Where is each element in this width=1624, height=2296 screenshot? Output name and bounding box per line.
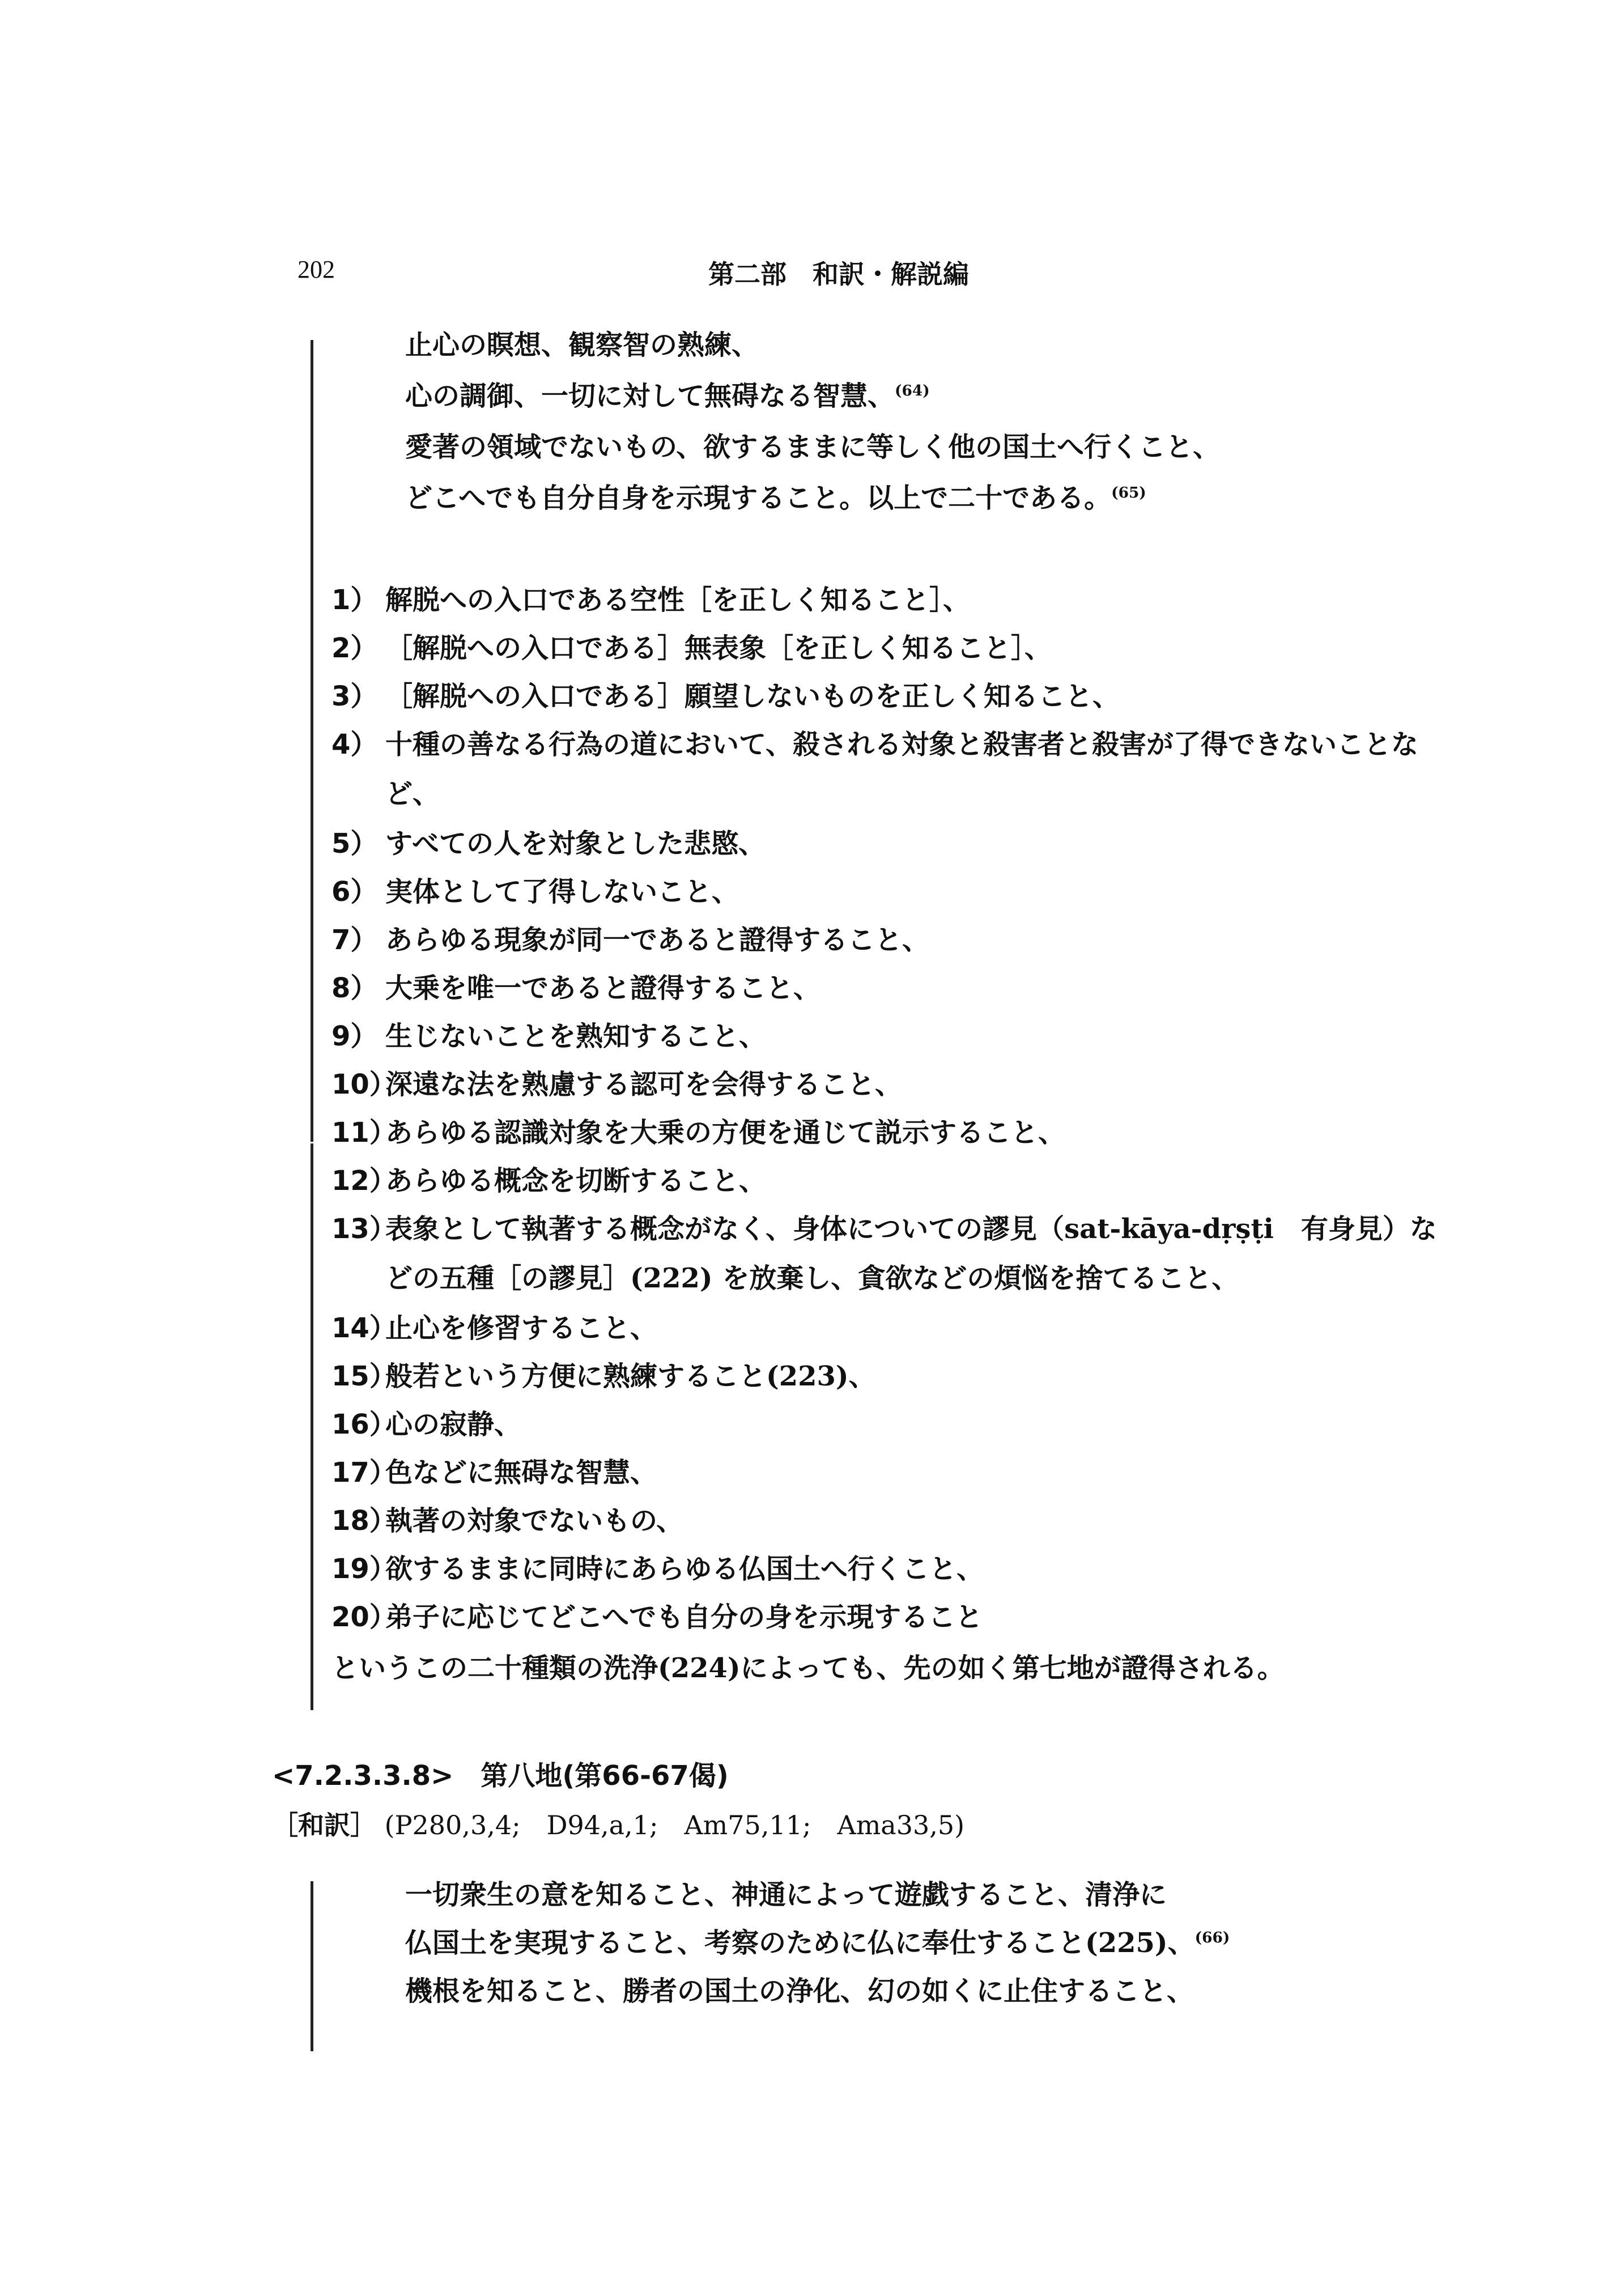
verse-text: 愛著の領域でないもの、欲するままに等しく他の国土へ行くこと、 bbox=[405, 431, 1221, 463]
list-item bbox=[331, 1499, 683, 1538]
conclusion-line: というこの二十種類の洗浄(224)によっても、先の如く第七地が證得される。 bbox=[331, 1652, 1285, 1684]
item-number: 15） bbox=[331, 1360, 397, 1392]
item-number: 13） bbox=[331, 1213, 397, 1245]
list-item bbox=[331, 1306, 657, 1345]
list-item bbox=[331, 870, 739, 909]
verse-line bbox=[405, 374, 930, 413]
verse-text: 心の調御、一切に対して無碍なる智慧、 bbox=[405, 380, 895, 412]
item-number: 10） bbox=[331, 1069, 397, 1100]
item-text: 実体として了得しないこと、 bbox=[385, 876, 739, 908]
verse-text: どこへでも自分自身を示現すること。以上で二十である。 bbox=[405, 482, 1112, 514]
reference-line bbox=[272, 1805, 964, 1842]
verse-bar-top bbox=[311, 340, 313, 1142]
reference-list: (P280,3,4; D94,a,1; Am75,11; Ama33,5) bbox=[384, 1810, 965, 1840]
page-number: 202 bbox=[297, 256, 335, 283]
item-number: 16） bbox=[331, 1409, 397, 1440]
list-item bbox=[331, 918, 929, 957]
list-item bbox=[331, 1062, 902, 1102]
item-text: 心の寂静、 bbox=[385, 1409, 522, 1440]
item-text: 解脱への入口である空性［を正しく知ること］、 bbox=[385, 584, 971, 616]
list-item bbox=[331, 1111, 1065, 1150]
item-text: 生じないことを熟知すること、 bbox=[385, 1021, 767, 1052]
verse-bar-mid bbox=[311, 1143, 313, 1710]
list-item bbox=[331, 966, 820, 1005]
item-text: あらゆる現象が同一であると證得すること、 bbox=[385, 924, 930, 956]
item-number: 8） bbox=[331, 972, 378, 1004]
item-number: 20） bbox=[331, 1601, 397, 1633]
item-number: 18） bbox=[331, 1505, 397, 1537]
verse-line bbox=[405, 476, 1146, 515]
item-number: 1） bbox=[331, 584, 378, 616]
item-text: あらゆる認識対象を大乗の方便を通じて説示すること、 bbox=[385, 1117, 1066, 1149]
translation-tag: ［和訳］ bbox=[272, 1810, 376, 1840]
item-text: 深遠な法を熟慮する認可を会得すること、 bbox=[385, 1069, 903, 1100]
item-text: あらゆる概念を切断すること、 bbox=[385, 1165, 767, 1197]
verse-line bbox=[405, 1873, 1167, 1912]
list-item bbox=[331, 1451, 657, 1490]
item-text: ［解脱への入口である］願望しないものを正しく知ること、 bbox=[385, 681, 1120, 712]
item-text: ［解脱への入口である］無表象［を正しく知ること］、 bbox=[385, 632, 1052, 664]
item-continuation: ど、 bbox=[385, 778, 440, 810]
item-text: 色などに無碍な智慧、 bbox=[385, 1457, 658, 1489]
item-text: 十種の善なる行為の道において、殺される対象と殺害者と殺害が了得できないことな bbox=[385, 729, 1419, 760]
item-number: 7） bbox=[331, 924, 378, 956]
item-text: すべての人を対象とした悲愍、 bbox=[385, 828, 766, 860]
item-number: 11） bbox=[331, 1117, 397, 1149]
verse-note: (66) bbox=[1194, 1929, 1230, 1946]
item-number: 6） bbox=[331, 876, 378, 908]
verse-line bbox=[405, 323, 759, 362]
item-number: 4） bbox=[331, 729, 378, 760]
item-number: 5） bbox=[331, 828, 378, 860]
item-text: 表象として執著する概念がなく、身体についての謬見（sat-kāya-dṛṣṭi 有身見）な bbox=[385, 1213, 1437, 1245]
list-item bbox=[331, 1014, 766, 1053]
verse-text: 機根を知ること、勝者の国土の浄化、幻の如くに止住すること、 bbox=[405, 1975, 1194, 2007]
list-item bbox=[331, 1595, 983, 1634]
list-item bbox=[331, 578, 970, 617]
item-number: 14） bbox=[331, 1312, 397, 1344]
item-text: 般若という方便に熟練すること(223)、 bbox=[385, 1360, 876, 1392]
verse-text: 一切衆生の意を知ること、神通によって遊戯すること、清浄に bbox=[405, 1879, 1167, 1911]
verse-line bbox=[405, 425, 1220, 464]
item-text: 欲するままに同時にあらゆる仏国土へ行くこと、 bbox=[385, 1553, 984, 1585]
list-item bbox=[331, 822, 766, 861]
item-text: 大乗を唯一であると證得すること、 bbox=[385, 972, 821, 1004]
list-item bbox=[331, 674, 1120, 713]
list-item bbox=[331, 1547, 984, 1586]
verse-text: 仏国土を実現すること、考察のために仏に奉仕すること(225)、 bbox=[405, 1927, 1195, 1959]
item-text: 止心を修習すること、 bbox=[385, 1312, 658, 1344]
verse-note: (64) bbox=[895, 382, 930, 399]
item-continuation: どの五種［の謬見］(222) を放棄し、貪欲などの煩悩を捨てること、 bbox=[385, 1262, 1239, 1294]
list-item bbox=[331, 1402, 521, 1442]
list-item bbox=[331, 1207, 1437, 1246]
verse-bar-bottom bbox=[311, 1881, 313, 2051]
verse-note: (65) bbox=[1111, 484, 1146, 501]
list-item bbox=[331, 626, 1052, 665]
verse-line bbox=[405, 1921, 1230, 1960]
running-header: 第二部 和訳・解説編 bbox=[708, 259, 969, 290]
item-text: 弟子に応じてどこへでも自分の身を示現すること bbox=[385, 1601, 983, 1633]
item-number: 19） bbox=[331, 1553, 397, 1585]
list-item bbox=[331, 1159, 766, 1198]
section-heading: <7.2.3.3.8> 第八地(第66-67偈) bbox=[272, 1760, 729, 1792]
verse-line bbox=[405, 1969, 1194, 2008]
item-number: 17） bbox=[331, 1457, 397, 1489]
item-text: 執著の対象でないもの、 bbox=[385, 1505, 684, 1537]
list-item bbox=[331, 722, 1418, 762]
item-number: 9） bbox=[331, 1021, 378, 1052]
list-item bbox=[331, 1354, 876, 1393]
item-number: 2） bbox=[331, 632, 378, 664]
item-number: 3） bbox=[331, 681, 378, 712]
item-number: 12） bbox=[331, 1165, 397, 1197]
verse-text: 止心の瞑想、観察智の熟練、 bbox=[405, 329, 759, 361]
